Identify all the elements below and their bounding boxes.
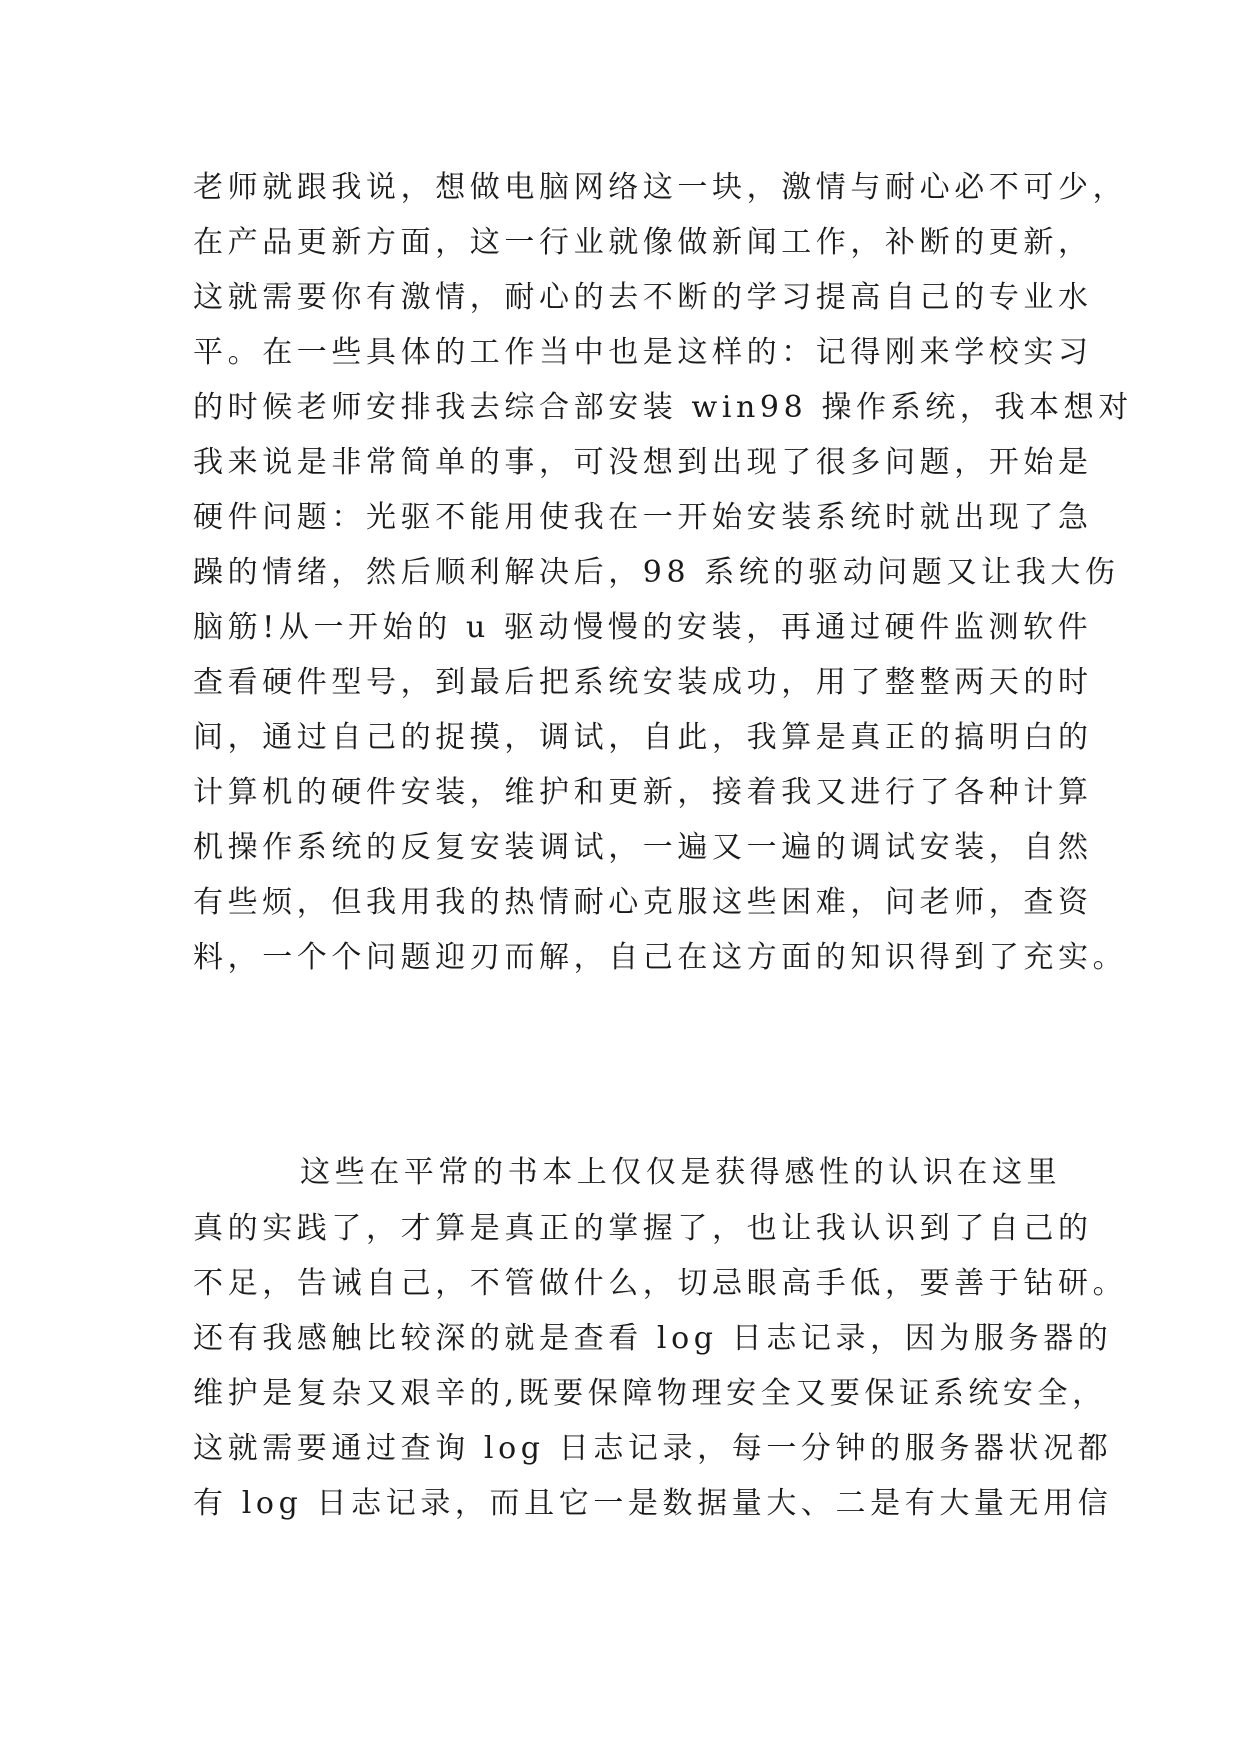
- text-line: 躁的情绪，然后顺利解决后，98 系统的驱动问题又让我大伤: [193, 555, 1120, 590]
- text-line: 有 log 日志记录，而且它一是数据量大、二是有大量无用信: [193, 1486, 1113, 1521]
- text-line: 查看硬件型号，到最后把系统安装成功，用了整整两天的时: [193, 665, 1093, 700]
- text-line: 老师就跟我说，想做电脑网络这一块，激情与耐心必不可少，: [193, 170, 1128, 205]
- text-line: 这就需要通过查询 log 日志记录，每一分钟的服务器状况都: [193, 1431, 1113, 1466]
- text-line: 这些在平常的书本上仅仅是获得感性的认识在这里: [300, 1155, 1062, 1190]
- text-line: 间，通过自己的捉摸，调试，自此，我算是真正的搞明白的: [193, 720, 1093, 755]
- text-line: 平。在一些具体的工作当中也是这样的：记得刚来学校实习: [193, 335, 1093, 370]
- text-line: 有些烦，但我用我的热情耐心克服这些困难，问老师，查资: [193, 885, 1093, 920]
- text-line: 我来说是非常简单的事，可没想到出现了很多问题，开始是: [193, 445, 1093, 480]
- text-line: 还有我感触比较深的就是查看 log 日志记录，因为服务器的: [193, 1321, 1113, 1356]
- text-line: 计算机的硬件安装，维护和更新，接着我又进行了各种计算: [193, 775, 1093, 810]
- text-line: 的时候老师安排我去综合部安装 win98 操作系统，我本想对: [193, 390, 1133, 425]
- text-line: 不足，告诫自己，不管做什么，切忌眼高手低，要善于钻研。: [193, 1266, 1128, 1301]
- text-line: 脑筋!从一开始的 u 驱动慢慢的安装，再通过硬件监测软件: [193, 610, 1093, 645]
- text-line: 真的实践了，才算是真正的掌握了，也让我认识到了自己的: [193, 1211, 1093, 1246]
- text-line: 料，一个个问题迎刃而解，自己在这方面的知识得到了充实。: [193, 940, 1128, 975]
- text-line: 在产品更新方面，这一行业就像做新闻工作，补断的更新，: [193, 225, 1093, 260]
- text-line: 这就需要你有激情，耐心的去不断的学习提高自己的专业水: [193, 280, 1093, 315]
- text-line: 硬件问题：光驱不能用使我在一开始安装系统时就出现了急: [193, 500, 1093, 535]
- text-line: 维护是复杂又艰辛的,既要保障物理安全又要保证系统安全，: [193, 1376, 1107, 1411]
- text-line: 机操作系统的反复安装调试，一遍又一遍的调试安装，自然: [193, 830, 1093, 865]
